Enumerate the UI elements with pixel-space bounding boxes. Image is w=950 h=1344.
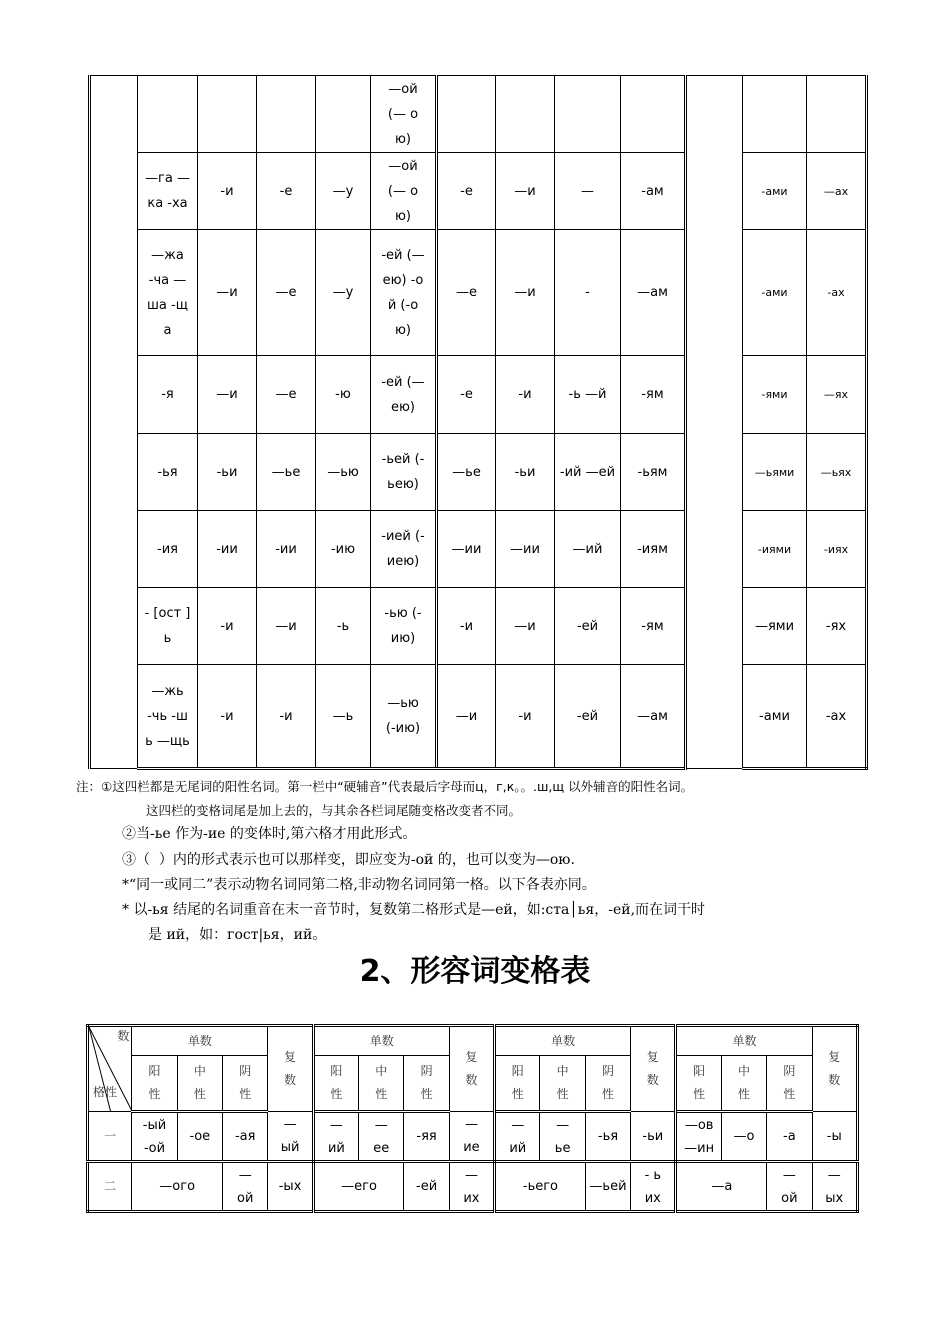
header-neuter: 中性 bbox=[540, 1056, 585, 1112]
case-ending-cell: —ях bbox=[807, 356, 867, 434]
case-ending-cell: —ии bbox=[496, 511, 555, 588]
ending-cell: -ьи bbox=[631, 1112, 676, 1162]
note-line-7: 是 ий，如：гост|ья，ий。 bbox=[148, 927, 327, 943]
ending-cell: -ый -ой bbox=[132, 1112, 177, 1162]
table-row bbox=[90, 588, 867, 665]
stem-ending-cell: - [ост ] ь bbox=[138, 588, 198, 665]
table-row bbox=[90, 511, 867, 588]
case-label-1: 一 bbox=[88, 1112, 132, 1162]
ending-cell: —его bbox=[313, 1162, 404, 1212]
note-line-5: *“同一或同二”表示动物名词同第二格,非动物名词同第一格。以下各表亦同。 bbox=[122, 877, 596, 893]
case-ending-cell bbox=[555, 76, 621, 153]
ending-cell: — ой bbox=[223, 1162, 268, 1212]
header-singular: 单数 bbox=[495, 1026, 631, 1056]
case-ending-cell: -ами bbox=[743, 665, 807, 769]
header-masculine: 阳性 bbox=[495, 1056, 540, 1112]
ending-cell: -яя bbox=[404, 1112, 449, 1162]
note-line-4: ③（ ）内的形式表示也可以那样变，即应变为-ой 的，也可以变为—ою. bbox=[122, 852, 575, 868]
case-ending-cell: —и bbox=[496, 230, 555, 356]
case-ending-cell: —ьями bbox=[743, 434, 807, 511]
ending-cell: — их bbox=[449, 1162, 494, 1212]
case-ending-cell: -ах bbox=[807, 230, 867, 356]
case-ending-cell: -ей bbox=[555, 665, 621, 769]
ending-cell: —ов —ин bbox=[676, 1112, 721, 1162]
case-ending-cell bbox=[316, 76, 371, 153]
case-ending-cell: -ьи bbox=[496, 434, 555, 511]
table-row bbox=[90, 230, 867, 356]
ending-cell: - ьих bbox=[631, 1162, 676, 1212]
header-plural: 复数 bbox=[631, 1026, 676, 1112]
stem-ending-cell: -ия bbox=[138, 511, 198, 588]
case-ending-cell: —ь bbox=[316, 665, 371, 769]
ending-cell: — ее bbox=[359, 1112, 404, 1162]
ending-cell: -ых bbox=[268, 1162, 313, 1212]
middle-blank-column bbox=[686, 76, 743, 769]
ending-cell: — ых bbox=[812, 1162, 857, 1212]
case-ending-cell: —у bbox=[316, 153, 371, 230]
ending-cell: -ое bbox=[177, 1112, 222, 1162]
note-line-3: ②当-ье 作为-ие 的变体时,第六格才用此形式。 bbox=[122, 826, 417, 842]
case-ending-cell: -ии bbox=[198, 511, 257, 588]
ending-cell: —а bbox=[676, 1162, 767, 1212]
case-ending-cell: -ей (— ею) bbox=[371, 356, 437, 434]
case-ending-cell: —и bbox=[198, 230, 257, 356]
case-ending-cell: -и bbox=[496, 665, 555, 769]
case-ending-cell: - bbox=[555, 230, 621, 356]
case-ending-cell: -ию bbox=[316, 511, 371, 588]
case-ending-cell bbox=[198, 76, 257, 153]
ending-cell: -ая bbox=[223, 1112, 268, 1162]
case-ending-cell: —ий bbox=[555, 511, 621, 588]
stem-ending-cell: -ья bbox=[138, 434, 198, 511]
case-ending-cell: -ями bbox=[743, 356, 807, 434]
header-singular: 单数 bbox=[132, 1026, 268, 1056]
ending-cell: — ие bbox=[449, 1112, 494, 1162]
case-ending-cell: -ей bbox=[555, 588, 621, 665]
case-ending-cell: —ью bbox=[316, 434, 371, 511]
header-neuter: 中性 bbox=[359, 1056, 404, 1112]
stem-ending-cell bbox=[138, 76, 198, 153]
case-ending-cell: -и bbox=[198, 153, 257, 230]
case-ending-cell: -ами bbox=[743, 153, 807, 230]
stem-ending-cell: -я bbox=[138, 356, 198, 434]
case-ending-cell: -ям bbox=[621, 356, 686, 434]
header-corner-cell bbox=[88, 1026, 132, 1112]
case-ending-cell: —и bbox=[257, 588, 316, 665]
case-ending-cell: -ь —й bbox=[555, 356, 621, 434]
case-ending-cell: —ам bbox=[621, 230, 686, 356]
case-ending-cell: -ь bbox=[316, 588, 371, 665]
note-line-2: 这四栏的变格词尾是加上去的，与其余各栏词尾随变格改变者不同。 bbox=[146, 803, 522, 818]
header-plural: 复数 bbox=[449, 1026, 494, 1112]
case-ending-cell: -ией (- иею) bbox=[371, 511, 437, 588]
case-ending-cell: -ях bbox=[807, 588, 867, 665]
ending-cell: — ой bbox=[767, 1162, 812, 1212]
ending-cell: —ьей bbox=[585, 1162, 630, 1212]
case-label-2: 二 bbox=[88, 1162, 132, 1212]
noun-declension-table bbox=[88, 75, 868, 770]
case-ending-cell bbox=[437, 76, 496, 153]
case-ending-cell: —ах bbox=[807, 153, 867, 230]
ending-cell: -а bbox=[767, 1112, 812, 1162]
stem-ending-cell: —жа -ча —ша -ща bbox=[138, 230, 198, 356]
case-ending-cell: -и bbox=[496, 356, 555, 434]
case-ending-cell: -ьям bbox=[621, 434, 686, 511]
case-ending-cell: —е bbox=[257, 230, 316, 356]
header-neuter: 中性 bbox=[177, 1056, 222, 1112]
case-ending-cell: —е bbox=[257, 356, 316, 434]
case-ending-cell: —ье bbox=[437, 434, 496, 511]
case-ending-cell: —ой (— ою) bbox=[371, 153, 437, 230]
case-ending-cell: —ью (-ию) bbox=[371, 665, 437, 769]
case-ending-cell: -е bbox=[437, 153, 496, 230]
header-singular: 单数 bbox=[313, 1026, 449, 1056]
ending-cell: -ьего bbox=[495, 1162, 586, 1212]
table-row bbox=[90, 76, 867, 153]
case-ending-cell bbox=[807, 76, 867, 153]
ending-cell: — ье bbox=[540, 1112, 585, 1162]
left-blank-column bbox=[90, 76, 138, 769]
case-ending-cell: -е bbox=[437, 356, 496, 434]
case-ending-cell bbox=[257, 76, 316, 153]
case-ending-cell: -е bbox=[257, 153, 316, 230]
ending-cell: —о bbox=[721, 1112, 766, 1162]
ending-cell: -ья bbox=[585, 1112, 630, 1162]
ending-cell: — ий bbox=[313, 1112, 358, 1162]
case-ending-cell: -и bbox=[437, 588, 496, 665]
case-ending-cell: —и bbox=[437, 665, 496, 769]
ending-cell: -ы bbox=[812, 1112, 857, 1162]
case-ending-cell: —е bbox=[437, 230, 496, 356]
ending-cell: —ого bbox=[132, 1162, 223, 1212]
table-row bbox=[90, 665, 867, 769]
case-ending-cell: -ю bbox=[316, 356, 371, 434]
ending-cell: — ий bbox=[495, 1112, 540, 1162]
header-feminine: 阴性 bbox=[223, 1056, 268, 1112]
case-ending-cell: -ии bbox=[257, 511, 316, 588]
ending-cell: — ый bbox=[268, 1112, 313, 1162]
header-masculine: 阳性 bbox=[132, 1056, 177, 1112]
case-ending-cell: —ьях bbox=[807, 434, 867, 511]
case-ending-cell: -иях bbox=[807, 511, 867, 588]
case-ending-cell: —ями bbox=[743, 588, 807, 665]
header-feminine: 阴性 bbox=[585, 1056, 630, 1112]
case-ending-cell: —и bbox=[198, 356, 257, 434]
case-ending-cell: -ий —ей bbox=[555, 434, 621, 511]
case-ending-cell: -ей (— ею) -ой (-ою) bbox=[371, 230, 437, 356]
case-ending-cell: -и bbox=[198, 665, 257, 769]
header-plural: 复数 bbox=[268, 1026, 313, 1112]
case-ending-cell: -ьи bbox=[198, 434, 257, 511]
ending-cell: -ей bbox=[404, 1162, 449, 1212]
case-ending-cell: —ии bbox=[437, 511, 496, 588]
corner-label-number: 数 bbox=[117, 1029, 130, 1043]
header-feminine: 阴性 bbox=[767, 1056, 812, 1112]
header-singular: 单数 bbox=[676, 1026, 812, 1056]
case-ending-cell bbox=[496, 76, 555, 153]
case-ending-cell: —ой (— ою) bbox=[371, 76, 437, 153]
section-title: 2、形容词变格表 bbox=[359, 954, 591, 989]
header-feminine: 阴性 bbox=[404, 1056, 449, 1112]
case-ending-cell: -ьей (- ьею) bbox=[371, 434, 437, 511]
stem-ending-cell: —га —ка -ха bbox=[138, 153, 198, 230]
case-ending-cell: —и bbox=[496, 588, 555, 665]
case-ending-cell: -и bbox=[257, 665, 316, 769]
header-masculine: 阳性 bbox=[676, 1056, 721, 1112]
note-line-1: 注：①这四栏都是无尾词的阳性名词。第一栏中“硬辅音”代表最后字母而ц，г,к。。.ш,щ 以外辅音的阳性名词。 bbox=[76, 779, 694, 794]
table-row bbox=[90, 153, 867, 230]
header-neuter: 中性 bbox=[721, 1056, 766, 1112]
note-line-6: * 以-ья 结尾的名词重音在末一音节时，复数第二格形式是—ей，如:ста│ья，-ей,而在词干时 bbox=[122, 902, 706, 918]
case-ending-cell: -иям bbox=[621, 511, 686, 588]
header-masculine: 阳性 bbox=[313, 1056, 358, 1112]
case-ending-cell: -ах bbox=[807, 665, 867, 769]
case-ending-cell bbox=[621, 76, 686, 153]
case-ending-cell: -ам bbox=[621, 153, 686, 230]
case-ending-cell: — bbox=[555, 153, 621, 230]
case-ending-cell: —и bbox=[496, 153, 555, 230]
table-row bbox=[90, 356, 867, 434]
case-ending-cell: —ам bbox=[621, 665, 686, 769]
stem-ending-cell: —жь -чь -шь —щь bbox=[138, 665, 198, 769]
corner-label-case-gender: 格性 bbox=[93, 1085, 118, 1099]
case-ending-cell: —у bbox=[316, 230, 371, 356]
case-ending-cell: -ью (-ию) bbox=[371, 588, 437, 665]
table-row bbox=[90, 434, 867, 511]
header-plural: 复数 bbox=[812, 1026, 857, 1112]
case-ending-cell: -иями bbox=[743, 511, 807, 588]
case-ending-cell: -ям bbox=[621, 588, 686, 665]
case-ending-cell: -и bbox=[198, 588, 257, 665]
case-ending-cell: -ами bbox=[743, 230, 807, 356]
adjective-declension-table bbox=[86, 1024, 859, 1213]
case-ending-cell bbox=[743, 76, 807, 153]
case-ending-cell: —ье bbox=[257, 434, 316, 511]
